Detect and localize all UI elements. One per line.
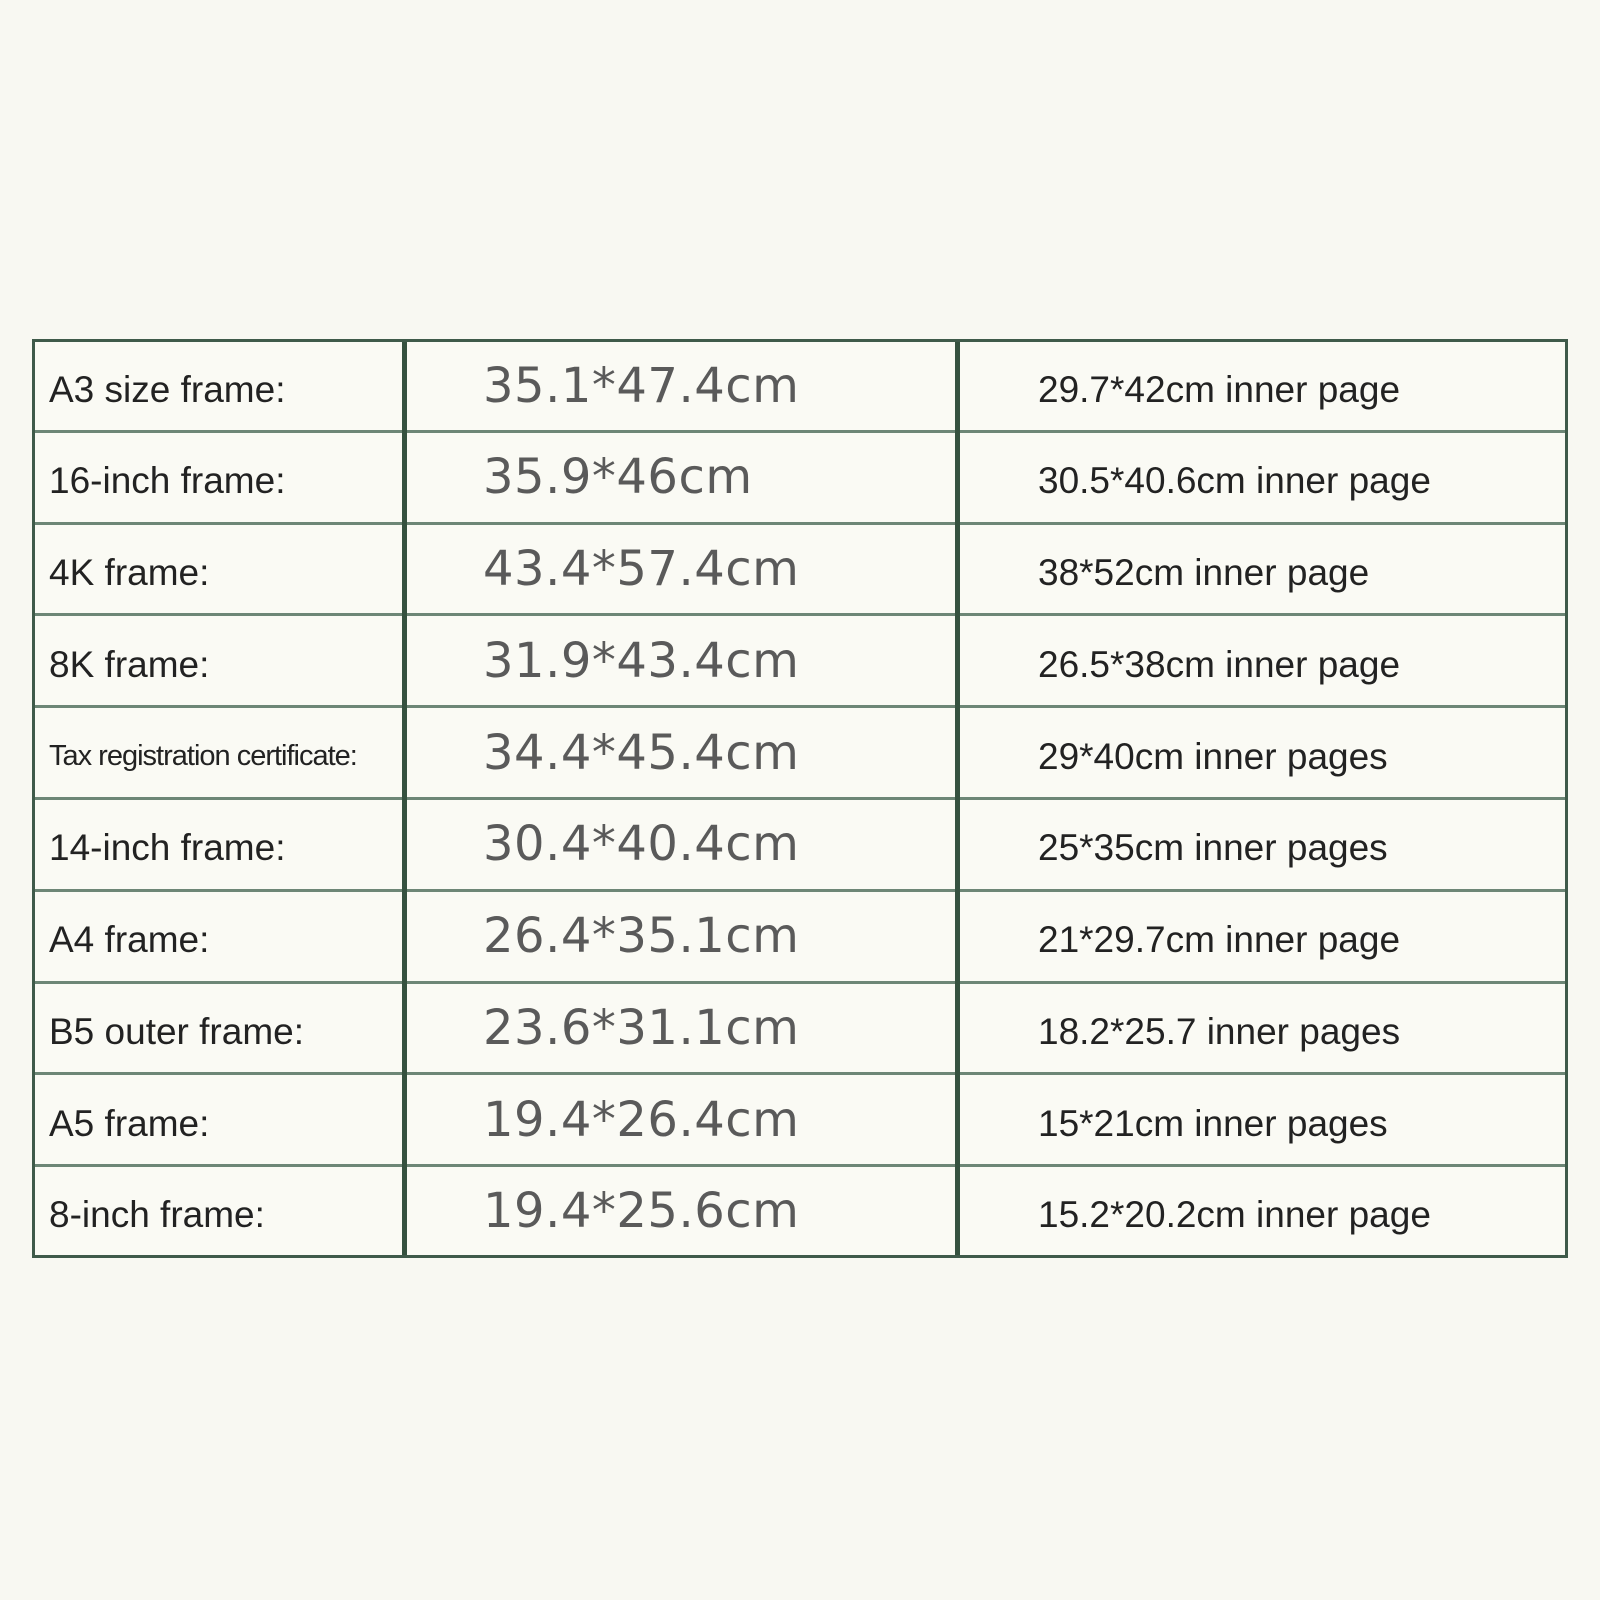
table-row (35, 707, 1565, 799)
inner-size-cell: 25*35cm inner pages (958, 798, 1566, 890)
outer-size-cell: 19.4*26.4cm (405, 1074, 958, 1166)
inner-size-cell: 15.2*20.2cm inner page (1038, 1194, 1431, 1236)
frame-name-cell: 8-inch frame: (35, 1166, 405, 1255)
table-row (35, 615, 1565, 707)
inner-size-cell: 30.5*40.6cm inner page (958, 431, 1566, 523)
table-row (35, 1074, 1565, 1166)
frame-name-cell: 4K frame: (35, 523, 405, 615)
table-row (35, 1166, 1565, 1255)
frame-name-cell: 16-inch frame: (35, 431, 405, 523)
table-row (35, 342, 1565, 431)
inner-size-cell: 21*29.7cm inner page (958, 890, 1566, 982)
outer-size-cell: 35.1*47.4cm (405, 342, 958, 431)
frame-name-cell: A3 size frame: (35, 342, 405, 431)
outer-size-cell: 26.4*35.1cm (405, 890, 958, 982)
inner-size-cell: 38*52cm inner page (958, 523, 1566, 615)
outer-size-cell: 30.4*40.4cm (405, 798, 958, 890)
frame-name-cell: A4 frame: (35, 890, 405, 982)
inner-size-cell: 29.7*42cm inner page (958, 342, 1566, 431)
table-row (35, 890, 1565, 982)
frame-name-cell: A5 frame: (35, 1074, 405, 1166)
frame-name-cell: 14-inch frame: (35, 798, 405, 890)
inner-size-cell: 26.5*38cm inner page (958, 615, 1566, 707)
outer-size-cell: 43.4*57.4cm (405, 523, 958, 615)
table-row (35, 982, 1565, 1074)
size-table (35, 342, 1565, 1255)
outer-size-cell: 31.9*43.4cm (405, 615, 958, 707)
outer-size-cell: 23.6*31.1cm (405, 982, 958, 1074)
inner-size-cell: 29*40cm inner pages (958, 707, 1566, 799)
frame-size-table (32, 339, 1568, 1258)
table-row (35, 523, 1565, 615)
outer-size-cell: 19.4*25.6cm (405, 1166, 958, 1255)
frame-name-cell: B5 outer frame: (35, 982, 405, 1074)
table-row (35, 798, 1565, 890)
frame-name-cell: 8K frame: (35, 615, 405, 707)
table-row (35, 431, 1565, 523)
outer-size-cell: 35.9*46cm (405, 431, 958, 523)
outer-size-cell: 34.4*45.4cm (405, 707, 958, 799)
inner-size-cell: 18.2*25.7 inner pages (958, 982, 1566, 1074)
inner-size-cell: 15*21cm inner pages (958, 1074, 1566, 1166)
frame-name-cell: Tax registration certificate: (35, 707, 405, 799)
